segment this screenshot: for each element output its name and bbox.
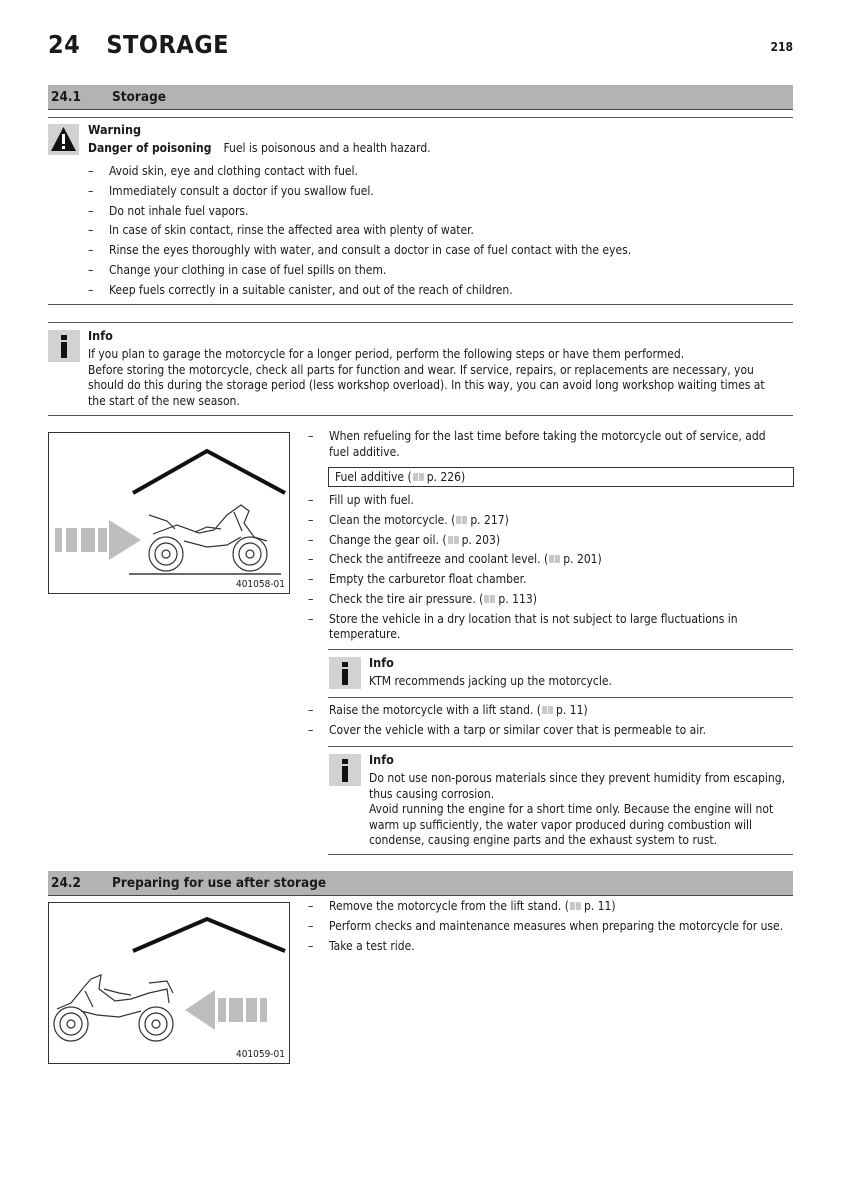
info1-line2: Before storing the motorcycle, check all parts for function and wear. If service, repairs, or replacements are necessary, you should do this during the storage period (less workshop overload). In this way, you can avoid long workshop waiting times at the start of the new season. xyxy=(88,362,765,408)
list-item xyxy=(308,513,778,529)
list-item: – When refueling for the last time before taking the motorcycle out of service, add fuel additive. xyxy=(308,429,778,460)
list-item xyxy=(308,703,778,719)
step-text: Take a test ride. xyxy=(329,938,415,953)
book-icon xyxy=(542,706,553,714)
warning-list xyxy=(88,164,793,303)
book-icon xyxy=(549,555,560,563)
section-heading-24-2 xyxy=(48,871,793,896)
list-item xyxy=(308,592,778,608)
fuel-additive-ref: p. 226) xyxy=(426,470,466,484)
book-icon xyxy=(413,473,424,481)
list-item: – Cover the vehicle with a tarp or similar cover that is permeable to air. xyxy=(308,723,778,739)
info2-heading: Info xyxy=(369,655,394,670)
info3-line1: Do not use non-porous materials since they prevent humidity from escaping, thus causing corrosion. xyxy=(369,771,786,801)
info2-top-rule xyxy=(328,649,793,650)
info3-heading: Info xyxy=(369,752,394,767)
list-item xyxy=(308,919,793,935)
list-item: – Store the vehicle in a dry location that is not subject to large fluctuations in temperature. xyxy=(308,612,778,643)
info2-text: KTM recommends jacking up the motorcycle. xyxy=(369,674,612,688)
step-ref: p. 11) xyxy=(583,899,616,913)
section-number: 24.1 xyxy=(51,89,81,105)
section-heading-24-1 xyxy=(48,85,793,110)
book-icon xyxy=(484,595,495,603)
step-text: Fill up with fuel. xyxy=(329,493,414,507)
list-item: – Immediately consult a doctor if you swallow fuel. xyxy=(88,184,793,200)
step-ref: p. 217) xyxy=(470,512,509,527)
step-text: Raise the motorcycle with a lift stand. ( xyxy=(329,703,542,717)
after-storage-steps xyxy=(308,899,793,958)
info1-text xyxy=(88,347,778,409)
info3-top-rule xyxy=(328,746,793,747)
info-icon xyxy=(329,657,361,689)
info3-line2: Avoid running the engine for a short time only. Because the engine will not warm up sufficiently, the water vapor produced during combustion will condense, causing engine parts and the exhaust system to rust. xyxy=(369,802,774,847)
step-text: Check the tire air pressure. ( xyxy=(329,591,484,606)
info2-bottom-rule xyxy=(328,697,793,698)
storage-figure xyxy=(48,432,290,594)
page-number: 218 xyxy=(770,40,793,54)
section-number: 24.2 xyxy=(51,875,81,891)
step-text: Remove the motorcycle from the lift stand. ( xyxy=(329,899,569,913)
book-icon xyxy=(456,516,467,524)
chapter-title xyxy=(48,30,229,59)
list-item xyxy=(308,899,793,915)
figure-code: 401058-01 xyxy=(235,579,285,590)
warning-heading: Warning xyxy=(88,122,142,137)
list-item xyxy=(308,533,778,549)
step-text: Clean the motorcycle. ( xyxy=(329,512,456,527)
step-text: Perform checks and maintenance measures when preparing the motorcycle for use. xyxy=(329,918,784,933)
list-item: – In case of skin contact, rinse the affected area with plenty of water. xyxy=(88,223,793,239)
step-text: Empty the carburetor float chamber. xyxy=(329,572,527,587)
fuel-additive-box xyxy=(328,467,794,487)
warning-bottom-rule xyxy=(48,304,793,305)
storage-steps-c xyxy=(308,703,778,743)
figure-code: 401059-01 xyxy=(235,1049,285,1060)
chapter-name: STORAGE xyxy=(106,30,230,59)
motorcycle-out-of-garage-illustration xyxy=(49,903,289,1063)
step-text: Change the gear oil. ( xyxy=(329,532,447,547)
info1-line1: If you plan to garage the motorcycle for a longer period, perform the following steps or have them performed. xyxy=(88,347,685,361)
list-item: – Avoid skin, eye and clothing contact with fuel. xyxy=(88,164,793,180)
info1-heading: Info xyxy=(88,328,113,343)
info-icon xyxy=(48,330,80,362)
info-icon xyxy=(329,754,361,786)
warning-top-rule xyxy=(48,117,793,118)
storage-steps-b xyxy=(308,493,778,647)
after-storage-figure xyxy=(48,902,290,1064)
warning-lead-text: Fuel is poisonous and a health hazard. xyxy=(223,141,431,155)
step-ref: p. 113) xyxy=(498,591,537,606)
section-title: Preparing for use after storage xyxy=(112,875,327,891)
list-item: – Change your clothing in case of fuel spills on them. xyxy=(88,263,793,279)
list-item xyxy=(308,939,793,955)
warning-label: Danger of poisoning xyxy=(88,141,212,155)
info3-bottom-rule xyxy=(328,854,793,855)
list-item xyxy=(308,572,778,588)
step-ref: p. 11) xyxy=(556,703,588,717)
chapter-number: 24 xyxy=(48,30,81,59)
book-icon xyxy=(448,536,459,544)
storage-steps-a xyxy=(308,429,778,464)
warning-lead xyxy=(88,141,431,157)
list-item: – Keep fuels correctly in a suitable canister, and out of the reach of children. xyxy=(88,283,793,299)
list-item: – Do not inhale fuel vapors. xyxy=(88,204,793,220)
step-ref: p. 201) xyxy=(563,552,602,567)
info3-text xyxy=(369,771,792,849)
list-item xyxy=(308,552,778,568)
book-icon xyxy=(570,902,581,910)
list-item: – Rinse the eyes thoroughly with water, and consult a doctor in case of fuel contact with the eyes. xyxy=(88,243,793,259)
info1-top-rule xyxy=(48,322,793,323)
warning-icon xyxy=(48,124,79,155)
step-ref: p. 203) xyxy=(461,532,501,547)
motorcycle-into-garage-illustration xyxy=(49,433,289,593)
info1-bottom-rule xyxy=(48,415,793,416)
section-title: Storage xyxy=(112,89,167,105)
list-item xyxy=(308,493,778,509)
fuel-additive-label: Fuel additive ( xyxy=(335,470,412,484)
step-text: Check the antifreeze and coolant level. ( xyxy=(329,552,549,567)
